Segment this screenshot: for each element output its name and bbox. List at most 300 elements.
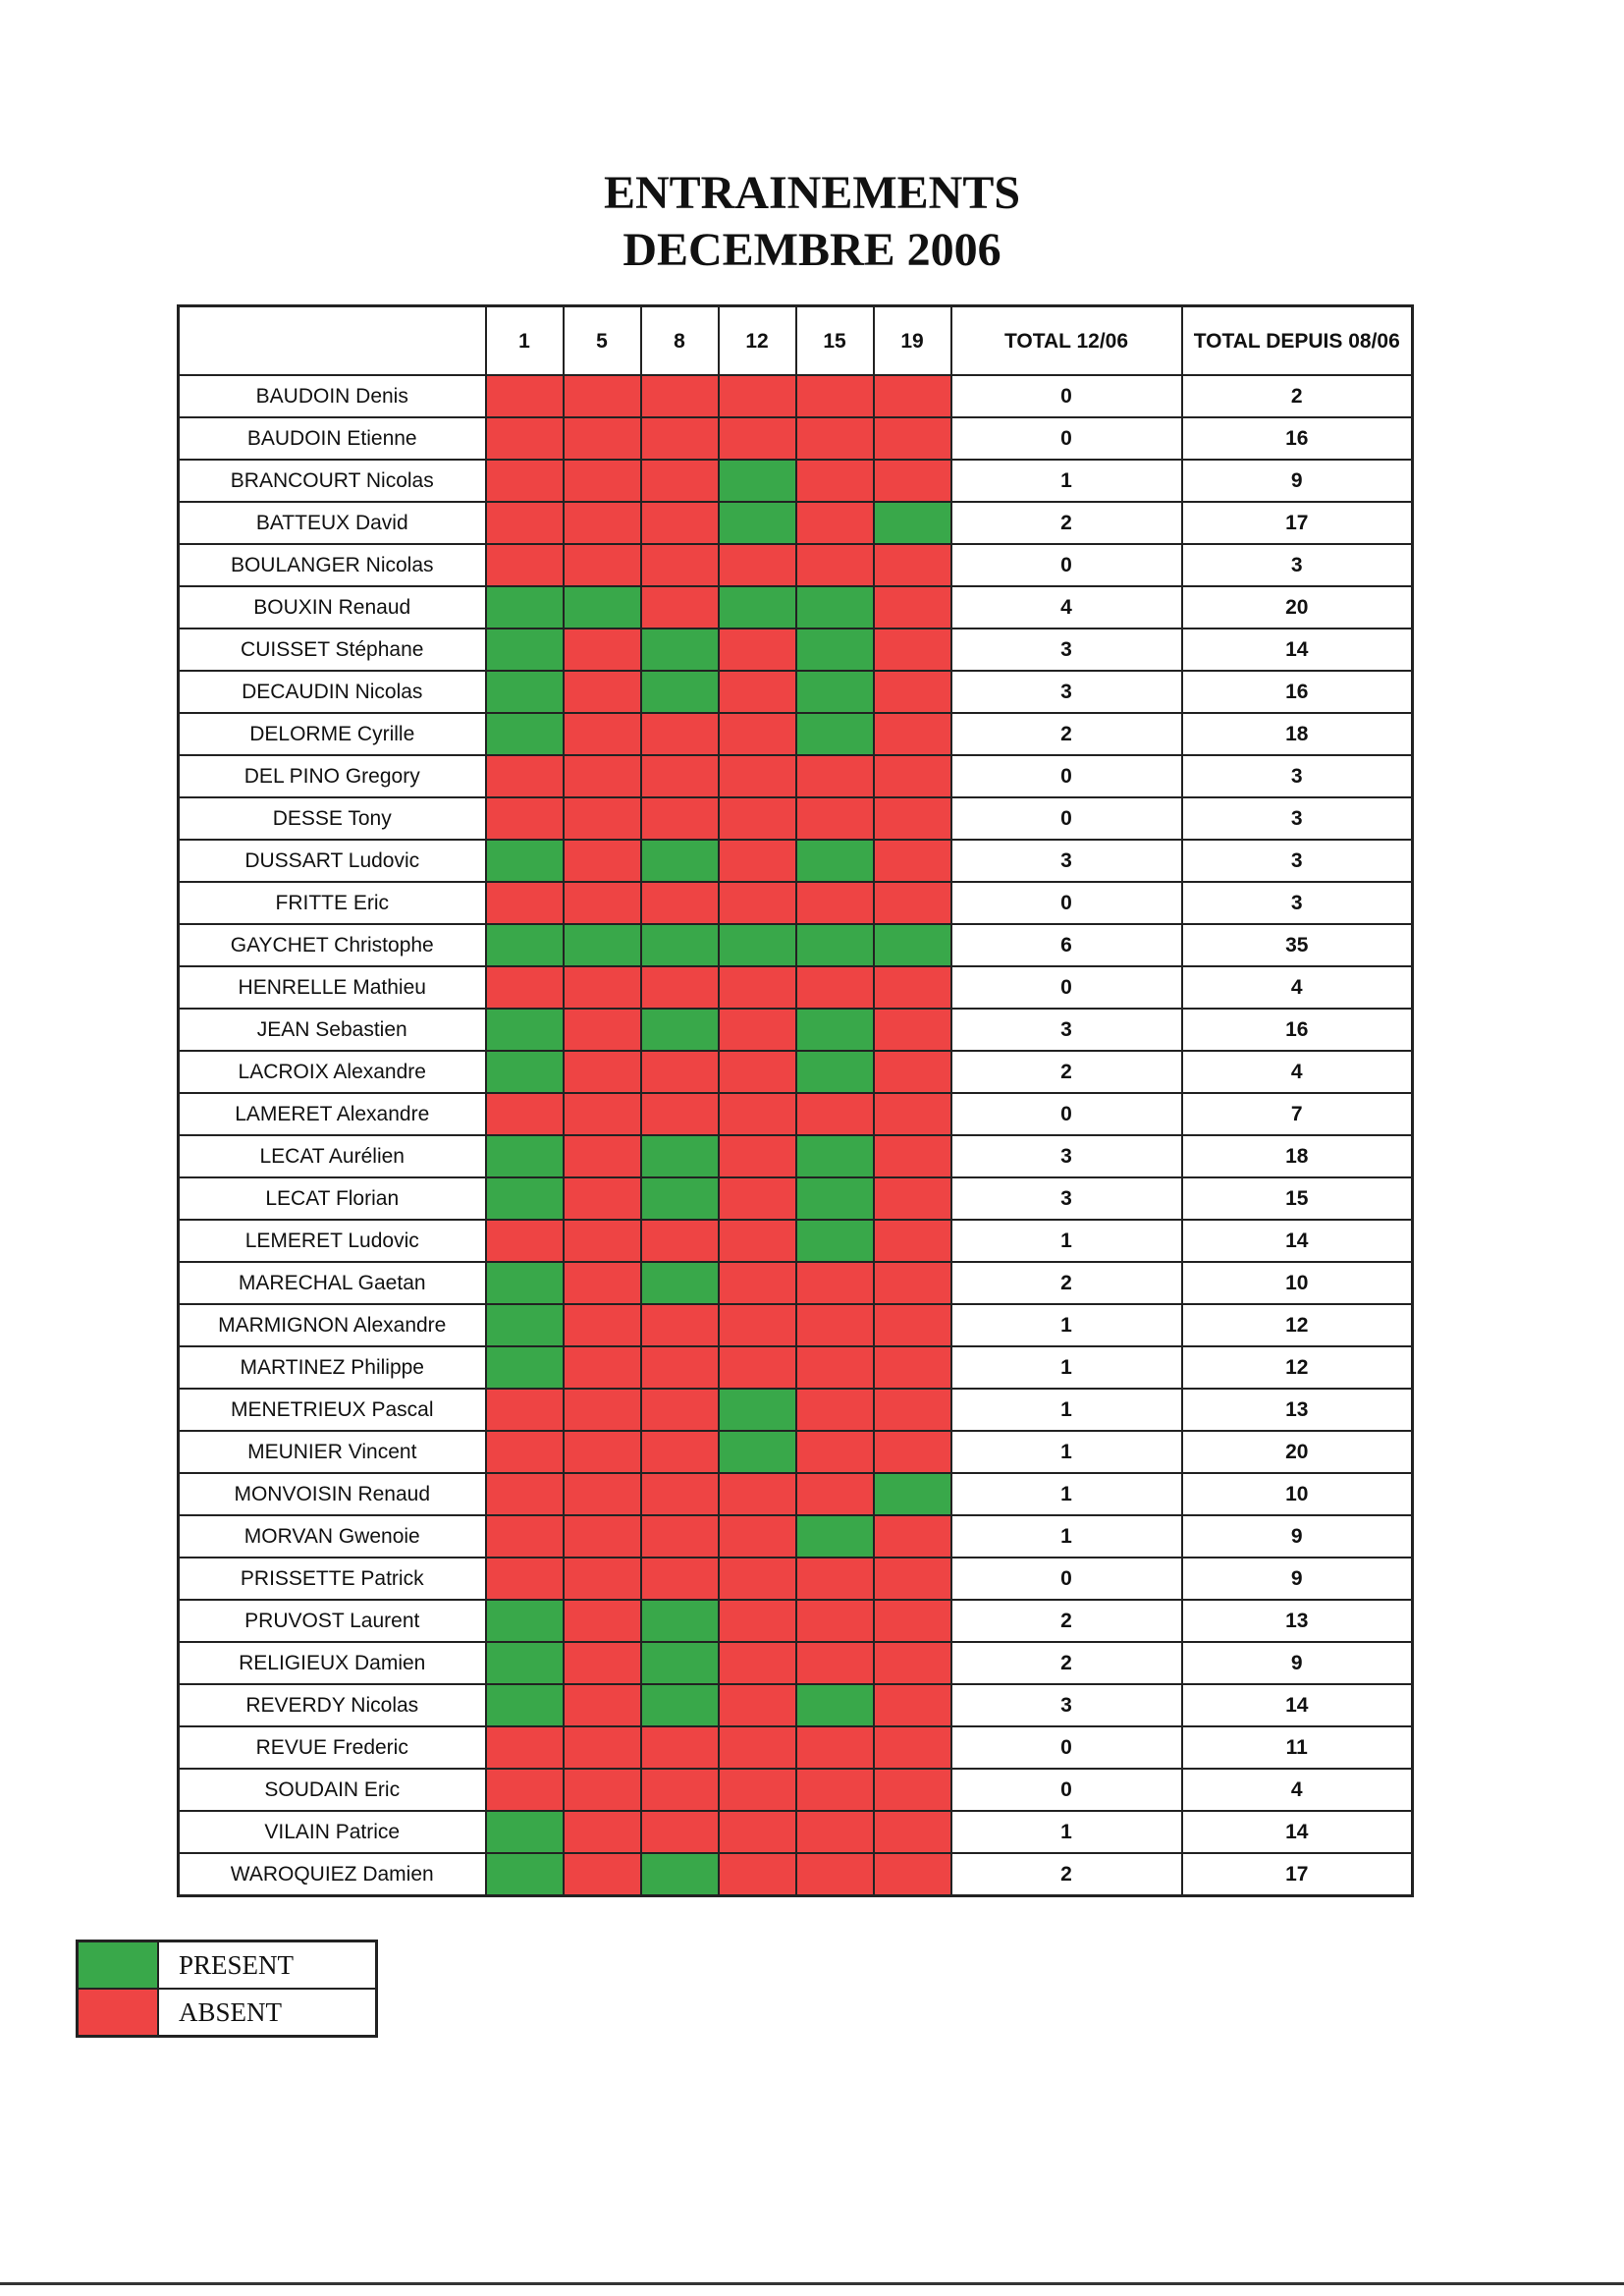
- attendance-cell-absent: [641, 1304, 719, 1346]
- attendance-cell-absent: [796, 1473, 874, 1515]
- attendance-cell-present: [641, 671, 719, 713]
- attendance-cell-present: [486, 1177, 564, 1220]
- total-since-value: 20: [1182, 586, 1413, 629]
- attendance-cell-absent: [641, 1051, 719, 1093]
- attendance-cell-absent: [641, 1093, 719, 1135]
- table-row: [179, 924, 1413, 966]
- total-month-value: 3: [951, 1135, 1182, 1177]
- total-month-value: 1: [951, 1473, 1182, 1515]
- attendance-cell-absent: [874, 755, 951, 797]
- total-month-value: 0: [951, 1093, 1182, 1135]
- attendance-cell-absent: [796, 1811, 874, 1853]
- attendance-cell-present: [486, 713, 564, 755]
- attendance-cell-absent: [719, 1346, 796, 1389]
- total-month-value: 3: [951, 1009, 1182, 1051]
- total-since-value: 13: [1182, 1600, 1413, 1642]
- player-name: DELORME Cyrille: [179, 713, 486, 755]
- attendance-cell-absent: [874, 713, 951, 755]
- attendance-cell-present: [796, 1135, 874, 1177]
- attendance-cell-absent: [564, 1009, 641, 1051]
- total-month-value: 3: [951, 840, 1182, 882]
- player-name: MORVAN Gwenoie: [179, 1515, 486, 1558]
- player-name: RELIGIEUX Damien: [179, 1642, 486, 1684]
- attendance-cell-present: [641, 1853, 719, 1896]
- attendance-cell-absent: [874, 1262, 951, 1304]
- attendance-cell-absent: [874, 1515, 951, 1558]
- attendance-cell-absent: [641, 460, 719, 502]
- table-row: [179, 1346, 1413, 1389]
- attendance-cell-absent: [874, 1811, 951, 1853]
- attendance-cell-absent: [564, 1642, 641, 1684]
- total-since-value: 4: [1182, 966, 1413, 1009]
- attendance-cell-absent: [874, 1346, 951, 1389]
- player-name: MARTINEZ Philippe: [179, 1346, 486, 1389]
- attendance-cell-absent: [796, 502, 874, 544]
- player-name: LECAT Aurélien: [179, 1135, 486, 1177]
- attendance-cell-absent: [874, 586, 951, 629]
- attendance-cell-absent: [564, 1262, 641, 1304]
- player-name: BAUDOIN Denis: [179, 375, 486, 417]
- attendance-cell-absent: [564, 1093, 641, 1135]
- attendance-cell-absent: [874, 1304, 951, 1346]
- player-name: REVERDY Nicolas: [179, 1684, 486, 1726]
- table-row: [179, 417, 1413, 460]
- attendance-cell-absent: [564, 1726, 641, 1769]
- total-month-value: 1: [951, 1431, 1182, 1473]
- attendance-cell-present: [796, 1177, 874, 1220]
- attendance-cell-absent: [874, 1853, 951, 1896]
- total-since-value: 13: [1182, 1389, 1413, 1431]
- attendance-cell-absent: [486, 1220, 564, 1262]
- player-name: MARECHAL Gaetan: [179, 1262, 486, 1304]
- total-since-value: 4: [1182, 1051, 1413, 1093]
- total-since-value: 3: [1182, 882, 1413, 924]
- table-row: [179, 1220, 1413, 1262]
- attendance-cell-absent: [874, 1093, 951, 1135]
- attendance-cell-present: [486, 1009, 564, 1051]
- attendance-cell-absent: [719, 1642, 796, 1684]
- attendance-cell-absent: [719, 1811, 796, 1853]
- player-name: LEMERET Ludovic: [179, 1220, 486, 1262]
- attendance-cell-present: [796, 671, 874, 713]
- attendance-cell-absent: [641, 375, 719, 417]
- total-month-value: 4: [951, 586, 1182, 629]
- attendance-cell-present: [486, 1346, 564, 1389]
- attendance-cell-present: [796, 1051, 874, 1093]
- total-since-value: 11: [1182, 1726, 1413, 1769]
- attendance-cell-absent: [564, 544, 641, 586]
- total-month-value: 2: [951, 1853, 1182, 1896]
- total-since-value: 2: [1182, 375, 1413, 417]
- legend-present-row: [78, 1941, 377, 1990]
- attendance-cell-present: [486, 840, 564, 882]
- total-month-value: 0: [951, 1726, 1182, 1769]
- attendance-cell-absent: [564, 755, 641, 797]
- total-month-value: 0: [951, 417, 1182, 460]
- attendance-cell-present: [874, 502, 951, 544]
- player-name: CUISSET Stéphane: [179, 629, 486, 671]
- total-since-value: 35: [1182, 924, 1413, 966]
- attendance-cell-absent: [486, 375, 564, 417]
- attendance-cell-absent: [719, 1684, 796, 1726]
- attendance-cell-absent: [564, 1853, 641, 1896]
- page-bottom-rule: [0, 2282, 1624, 2285]
- table-row: [179, 1262, 1413, 1304]
- attendance-cell-absent: [874, 1051, 951, 1093]
- attendance-cell-present: [796, 1220, 874, 1262]
- player-name: BRANCOURT Nicolas: [179, 460, 486, 502]
- attendance-cell-absent: [564, 460, 641, 502]
- total-since-value: 3: [1182, 840, 1413, 882]
- table-row: [179, 882, 1413, 924]
- table-row: [179, 713, 1413, 755]
- attendance-cell-absent: [564, 1600, 641, 1642]
- table-row: [179, 502, 1413, 544]
- attendance-cell-absent: [719, 1177, 796, 1220]
- table-row: [179, 1684, 1413, 1726]
- attendance-cell-absent: [796, 797, 874, 840]
- player-name: DECAUDIN Nicolas: [179, 671, 486, 713]
- table-row: [179, 1811, 1413, 1853]
- attendance-cell-absent: [641, 1346, 719, 1389]
- attendance-cell-present: [641, 629, 719, 671]
- legend-present-swatch: [78, 1941, 159, 1990]
- attendance-cell-absent: [874, 460, 951, 502]
- attendance-cell-absent: [641, 1431, 719, 1473]
- player-name: BOUXIN Renaud: [179, 586, 486, 629]
- player-name: MARMIGNON Alexandre: [179, 1304, 486, 1346]
- attendance-cell-absent: [719, 1600, 796, 1642]
- attendance-cell-absent: [486, 882, 564, 924]
- total-since-value: 9: [1182, 1642, 1413, 1684]
- attendance-cell-absent: [719, 1093, 796, 1135]
- attendance-cell-present: [719, 586, 796, 629]
- table-row: [179, 966, 1413, 1009]
- header-total-since: TOTAL DEPUIS 08/06: [1182, 306, 1413, 376]
- attendance-cell-absent: [719, 1473, 796, 1515]
- attendance-cell-absent: [486, 1389, 564, 1431]
- attendance-cell-absent: [641, 713, 719, 755]
- attendance-cell-absent: [641, 1811, 719, 1853]
- total-since-value: 9: [1182, 460, 1413, 502]
- attendance-cell-present: [641, 1684, 719, 1726]
- attendance-cell-absent: [796, 1726, 874, 1769]
- attendance-cell-absent: [564, 713, 641, 755]
- player-name: LECAT Florian: [179, 1177, 486, 1220]
- total-since-value: 14: [1182, 1220, 1413, 1262]
- attendance-cell-present: [641, 1135, 719, 1177]
- player-name: LACROIX Alexandre: [179, 1051, 486, 1093]
- attendance-cell-absent: [641, 1389, 719, 1431]
- total-month-value: 2: [951, 1600, 1182, 1642]
- total-since-value: 17: [1182, 502, 1413, 544]
- attendance-cell-absent: [796, 1642, 874, 1684]
- attendance-cell-present: [874, 1473, 951, 1515]
- legend-absent-swatch: [78, 1989, 159, 2037]
- attendance-cell-absent: [796, 1389, 874, 1431]
- attendance-cell-present: [564, 924, 641, 966]
- attendance-cell-absent: [719, 1515, 796, 1558]
- total-since-value: 9: [1182, 1558, 1413, 1600]
- player-name: BATTEUX David: [179, 502, 486, 544]
- attendance-cell-present: [796, 713, 874, 755]
- attendance-cell-absent: [874, 1600, 951, 1642]
- attendance-cell-absent: [719, 375, 796, 417]
- table-row: [179, 755, 1413, 797]
- total-month-value: 2: [951, 502, 1182, 544]
- total-month-value: 2: [951, 1642, 1182, 1684]
- attendance-cell-absent: [564, 417, 641, 460]
- total-since-value: 14: [1182, 1684, 1413, 1726]
- table-row: [179, 1726, 1413, 1769]
- attendance-cell-absent: [796, 1346, 874, 1389]
- player-name: HENRELLE Mathieu: [179, 966, 486, 1009]
- attendance-cell-absent: [564, 966, 641, 1009]
- attendance-cell-absent: [486, 1558, 564, 1600]
- attendance-cell-absent: [486, 460, 564, 502]
- attendance-cell-present: [796, 1009, 874, 1051]
- attendance-cell-absent: [874, 1009, 951, 1051]
- attendance-cell-absent: [719, 1262, 796, 1304]
- player-name: PRISSETTE Patrick: [179, 1558, 486, 1600]
- title-line-2: DECEMBRE 2006: [623, 224, 1001, 276]
- table-row: [179, 1051, 1413, 1093]
- attendance-cell-absent: [564, 1684, 641, 1726]
- total-since-value: 16: [1182, 671, 1413, 713]
- attendance-cell-absent: [486, 544, 564, 586]
- attendance-cell-absent: [874, 1135, 951, 1177]
- attendance-cell-absent: [486, 502, 564, 544]
- player-name: JEAN Sebastien: [179, 1009, 486, 1051]
- attendance-cell-present: [719, 1389, 796, 1431]
- attendance-cell-absent: [564, 1304, 641, 1346]
- table-row: [179, 460, 1413, 502]
- total-month-value: 2: [951, 1051, 1182, 1093]
- header-day-19: 19: [874, 306, 951, 376]
- attendance-cell-absent: [486, 1473, 564, 1515]
- total-since-value: 10: [1182, 1262, 1413, 1304]
- player-name: MEUNIER Vincent: [179, 1431, 486, 1473]
- player-name: DEL PINO Gregory: [179, 755, 486, 797]
- attendance-cell-present: [641, 1600, 719, 1642]
- header-day-1: 1: [486, 306, 564, 376]
- attendance-cell-absent: [719, 1220, 796, 1262]
- document-title: [0, 165, 1624, 279]
- attendance-cell-present: [486, 1642, 564, 1684]
- total-since-value: 14: [1182, 1811, 1413, 1853]
- table-row: [179, 671, 1413, 713]
- attendance-cell-absent: [641, 882, 719, 924]
- header-day-5: 5: [564, 306, 641, 376]
- player-name: MENETRIEUX Pascal: [179, 1389, 486, 1431]
- attendance-cell-absent: [719, 713, 796, 755]
- attendance-cell-present: [486, 586, 564, 629]
- table-row: [179, 1558, 1413, 1600]
- attendance-cell-absent: [874, 882, 951, 924]
- attendance-cell-absent: [796, 1769, 874, 1811]
- table-row: [179, 1009, 1413, 1051]
- attendance-cell-absent: [486, 1769, 564, 1811]
- header-total-month: TOTAL 12/06: [951, 306, 1182, 376]
- attendance-cell-absent: [719, 1009, 796, 1051]
- total-month-value: 1: [951, 1220, 1182, 1262]
- table-row: [179, 1642, 1413, 1684]
- table-row: [179, 1515, 1413, 1558]
- attendance-cell-absent: [874, 1177, 951, 1220]
- player-name: BAUDOIN Etienne: [179, 417, 486, 460]
- total-month-value: 0: [951, 882, 1182, 924]
- attendance-cell-absent: [874, 1431, 951, 1473]
- attendance-cell-present: [486, 1811, 564, 1853]
- attendance-cell-present: [641, 1642, 719, 1684]
- table-row: [179, 1093, 1413, 1135]
- player-name: REVUE Frederic: [179, 1726, 486, 1769]
- player-name: MONVOISIN Renaud: [179, 1473, 486, 1515]
- attendance-cell-absent: [719, 882, 796, 924]
- attendance-cell-present: [641, 1177, 719, 1220]
- attendance-table: [177, 304, 1414, 1897]
- attendance-cell-absent: [641, 1726, 719, 1769]
- attendance-cell-absent: [874, 1684, 951, 1726]
- player-name: DESSE Tony: [179, 797, 486, 840]
- legend: [76, 1940, 378, 2038]
- total-month-value: 1: [951, 1811, 1182, 1853]
- attendance-cell-absent: [719, 417, 796, 460]
- attendance-cell-present: [564, 586, 641, 629]
- attendance-cell-absent: [796, 1262, 874, 1304]
- total-since-value: 3: [1182, 544, 1413, 586]
- attendance-cell-present: [796, 586, 874, 629]
- attendance-cell-absent: [564, 629, 641, 671]
- attendance-cell-present: [796, 1515, 874, 1558]
- total-month-value: 1: [951, 1389, 1182, 1431]
- attendance-cell-absent: [796, 1093, 874, 1135]
- attendance-cell-absent: [564, 882, 641, 924]
- attendance-cell-absent: [796, 1600, 874, 1642]
- attendance-cell-present: [486, 1853, 564, 1896]
- total-since-value: 9: [1182, 1515, 1413, 1558]
- attendance-cell-present: [641, 924, 719, 966]
- attendance-cell-present: [719, 460, 796, 502]
- total-month-value: 1: [951, 1304, 1182, 1346]
- table-row: [179, 586, 1413, 629]
- total-month-value: 2: [951, 1262, 1182, 1304]
- attendance-cell-absent: [796, 1304, 874, 1346]
- attendance-cell-absent: [641, 544, 719, 586]
- attendance-cell-absent: [796, 882, 874, 924]
- table-row: [179, 1135, 1413, 1177]
- attendance-cell-absent: [564, 1515, 641, 1558]
- attendance-cell-absent: [564, 840, 641, 882]
- legend-absent-row: [78, 1989, 377, 2037]
- attendance-cell-absent: [486, 1726, 564, 1769]
- attendance-cell-absent: [874, 1389, 951, 1431]
- attendance-cell-absent: [564, 1769, 641, 1811]
- attendance-cell-present: [796, 629, 874, 671]
- table-row: [179, 1473, 1413, 1515]
- table-row: [179, 840, 1413, 882]
- attendance-cell-absent: [641, 1220, 719, 1262]
- total-month-value: 1: [951, 460, 1182, 502]
- total-since-value: 4: [1182, 1769, 1413, 1811]
- attendance-cell-absent: [874, 1558, 951, 1600]
- attendance-cell-absent: [564, 502, 641, 544]
- total-since-value: 7: [1182, 1093, 1413, 1135]
- player-name: WAROQUIEZ Damien: [179, 1853, 486, 1896]
- title-line-1: ENTRAINEMENTS: [603, 167, 1021, 219]
- player-name: PRUVOST Laurent: [179, 1600, 486, 1642]
- attendance-cell-absent: [641, 417, 719, 460]
- player-name: BOULANGER Nicolas: [179, 544, 486, 586]
- total-since-value: 14: [1182, 629, 1413, 671]
- attendance-cell-absent: [641, 966, 719, 1009]
- total-month-value: 3: [951, 1177, 1182, 1220]
- total-month-value: 1: [951, 1515, 1182, 1558]
- player-name: VILAIN Patrice: [179, 1811, 486, 1853]
- attendance-cell-present: [486, 1304, 564, 1346]
- attendance-cell-absent: [719, 1726, 796, 1769]
- attendance-body: [179, 375, 1413, 1896]
- total-month-value: 3: [951, 671, 1182, 713]
- table-row: [179, 375, 1413, 417]
- attendance-cell-absent: [486, 1093, 564, 1135]
- attendance-cell-absent: [564, 1135, 641, 1177]
- total-since-value: 16: [1182, 1009, 1413, 1051]
- table-row: [179, 1304, 1413, 1346]
- attendance-cell-absent: [641, 586, 719, 629]
- attendance-cell-absent: [641, 755, 719, 797]
- attendance-cell-absent: [874, 1769, 951, 1811]
- attendance-cell-absent: [874, 375, 951, 417]
- attendance-cell-absent: [641, 797, 719, 840]
- attendance-cell-absent: [874, 966, 951, 1009]
- table-row: [179, 629, 1413, 671]
- attendance-cell-present: [719, 502, 796, 544]
- header-row: [179, 306, 1413, 376]
- player-name: FRITTE Eric: [179, 882, 486, 924]
- attendance-cell-absent: [564, 1389, 641, 1431]
- attendance-cell-absent: [874, 1726, 951, 1769]
- attendance-cell-absent: [874, 1220, 951, 1262]
- attendance-cell-absent: [719, 671, 796, 713]
- attendance-cell-absent: [874, 1642, 951, 1684]
- player-name: GAYCHET Christophe: [179, 924, 486, 966]
- attendance-cell-present: [719, 1431, 796, 1473]
- attendance-cell-absent: [796, 1853, 874, 1896]
- total-month-value: 0: [951, 966, 1182, 1009]
- table-row: [179, 797, 1413, 840]
- attendance-cell-present: [796, 1684, 874, 1726]
- total-since-value: 15: [1182, 1177, 1413, 1220]
- attendance-cell-absent: [641, 1515, 719, 1558]
- attendance-cell-absent: [486, 797, 564, 840]
- attendance-cell-absent: [796, 375, 874, 417]
- table-row: [179, 1389, 1413, 1431]
- legend-present-label: PRESENT: [158, 1941, 377, 1990]
- attendance-cell-absent: [796, 417, 874, 460]
- attendance-cell-absent: [486, 755, 564, 797]
- total-month-value: 3: [951, 629, 1182, 671]
- attendance-cell-absent: [796, 755, 874, 797]
- attendance-cell-absent: [874, 671, 951, 713]
- attendance-cell-absent: [564, 1051, 641, 1093]
- attendance-cell-absent: [564, 1811, 641, 1853]
- attendance-cell-absent: [641, 1473, 719, 1515]
- attendance-cell-present: [796, 924, 874, 966]
- total-since-value: 12: [1182, 1304, 1413, 1346]
- attendance-cell-present: [486, 629, 564, 671]
- header-day-12: 12: [719, 306, 796, 376]
